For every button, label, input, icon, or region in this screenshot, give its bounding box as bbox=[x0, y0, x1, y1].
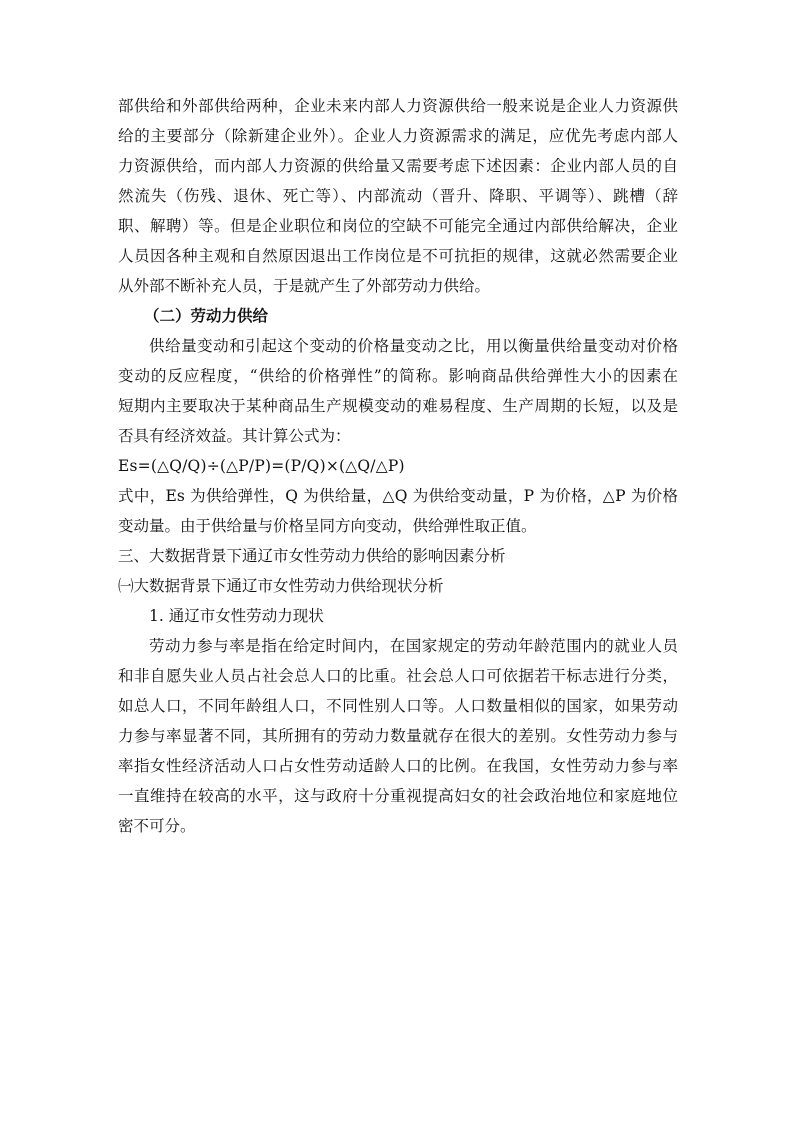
paragraph-line: 否具有经济效益。其计算公式为： bbox=[118, 427, 351, 445]
paragraph-line: 人员因各种主观和自然原因退出工作岗位是不可抗拒的规律，这就必然需要企业 bbox=[118, 247, 678, 265]
paragraph-line: 短期内主要取决于某种商品生产规模变动的难易程度、生产周期的长短，以及是 bbox=[118, 397, 678, 415]
paragraph-line: 力资源供给，而内部人力资源的供给量又需要考虑下述因素：企业内部人员的自 bbox=[118, 157, 678, 175]
paragraph-line: 职、解聘）等。但是企业职位和岗位的空缺不可能完全通过内部供给解决，企业 bbox=[118, 217, 678, 235]
paragraph-line: 劳动力参与率是指在给定时间内，在国家规定的劳动年龄范围内的就业人员 bbox=[149, 637, 678, 655]
paragraph-line: 率指女性经济活动人口占女性劳动适龄人口的比例。在我国，女性劳动力参与率 bbox=[118, 757, 678, 775]
paragraph-line: 然流失（伤残、退休、死亡等）、内部流动（晋升、降职、平调等）、跳槽（辞 bbox=[118, 187, 678, 205]
paragraph-line: 一直维持在较高的水平，这与政府十分重视提高妇女的社会政治地位和家庭地位 bbox=[118, 787, 678, 805]
paragraph-line: 供给量变动和引起这个变动的价格量变动之比，用以衡量供给量变动对价格 bbox=[149, 337, 678, 355]
paragraph-line: 变动量。由于供给量与价格呈同方向变动，供给弹性取正值。 bbox=[118, 517, 537, 535]
section-heading: （二）劳动力供给 bbox=[144, 307, 269, 325]
paragraph-line: 式中，Es 为供给弹性，Q 为供给量，△Q 为供给变动量，P 为价格，△P 为价格 bbox=[118, 487, 678, 505]
elasticity-formula: Es=(△Q/Q)÷(△P/P)=(P/Q)×(△Q/△P) bbox=[118, 457, 405, 475]
paragraph-line: 从外部不断补充人员，于是就产生了外部劳动力供给。 bbox=[118, 277, 491, 295]
subsection-heading: ㈠大数据背景下通辽市女性劳动力供给现状分析 bbox=[118, 577, 444, 595]
paragraph-line: 和非自愿失业人员占社会总人口的比重。社会总人口可依据若干标志进行分类， bbox=[118, 667, 678, 685]
paragraph-line: 如总人口，不同年龄组人口，不同性别人口等。人口数量相似的国家，如果劳动 bbox=[118, 697, 678, 715]
chapter-heading: 三、大数据背景下通辽市女性劳动力供给的影响因素分析 bbox=[118, 547, 506, 565]
item-heading: 1. 通辽市女性劳动力现状 bbox=[149, 607, 324, 625]
paragraph-line: 力参与率显著不同，其所拥有的劳动力数量就存在很大的差别。女性劳动力参与 bbox=[118, 727, 678, 745]
paragraph-line: 部供给和外部供给两种，企业未来内部人力资源供给一般来说是企业人力资源供 bbox=[118, 97, 678, 115]
paragraph-line: 变动的反应程度，“供给的价格弹性”的简称。影响商品供给弹性大小的因素在 bbox=[118, 367, 678, 385]
paragraph-line: 给的主要部分（除新建企业外）。企业人力资源需求的满足，应优先考虑内部人 bbox=[118, 127, 678, 145]
paragraph-line: 密不可分。 bbox=[118, 817, 196, 835]
